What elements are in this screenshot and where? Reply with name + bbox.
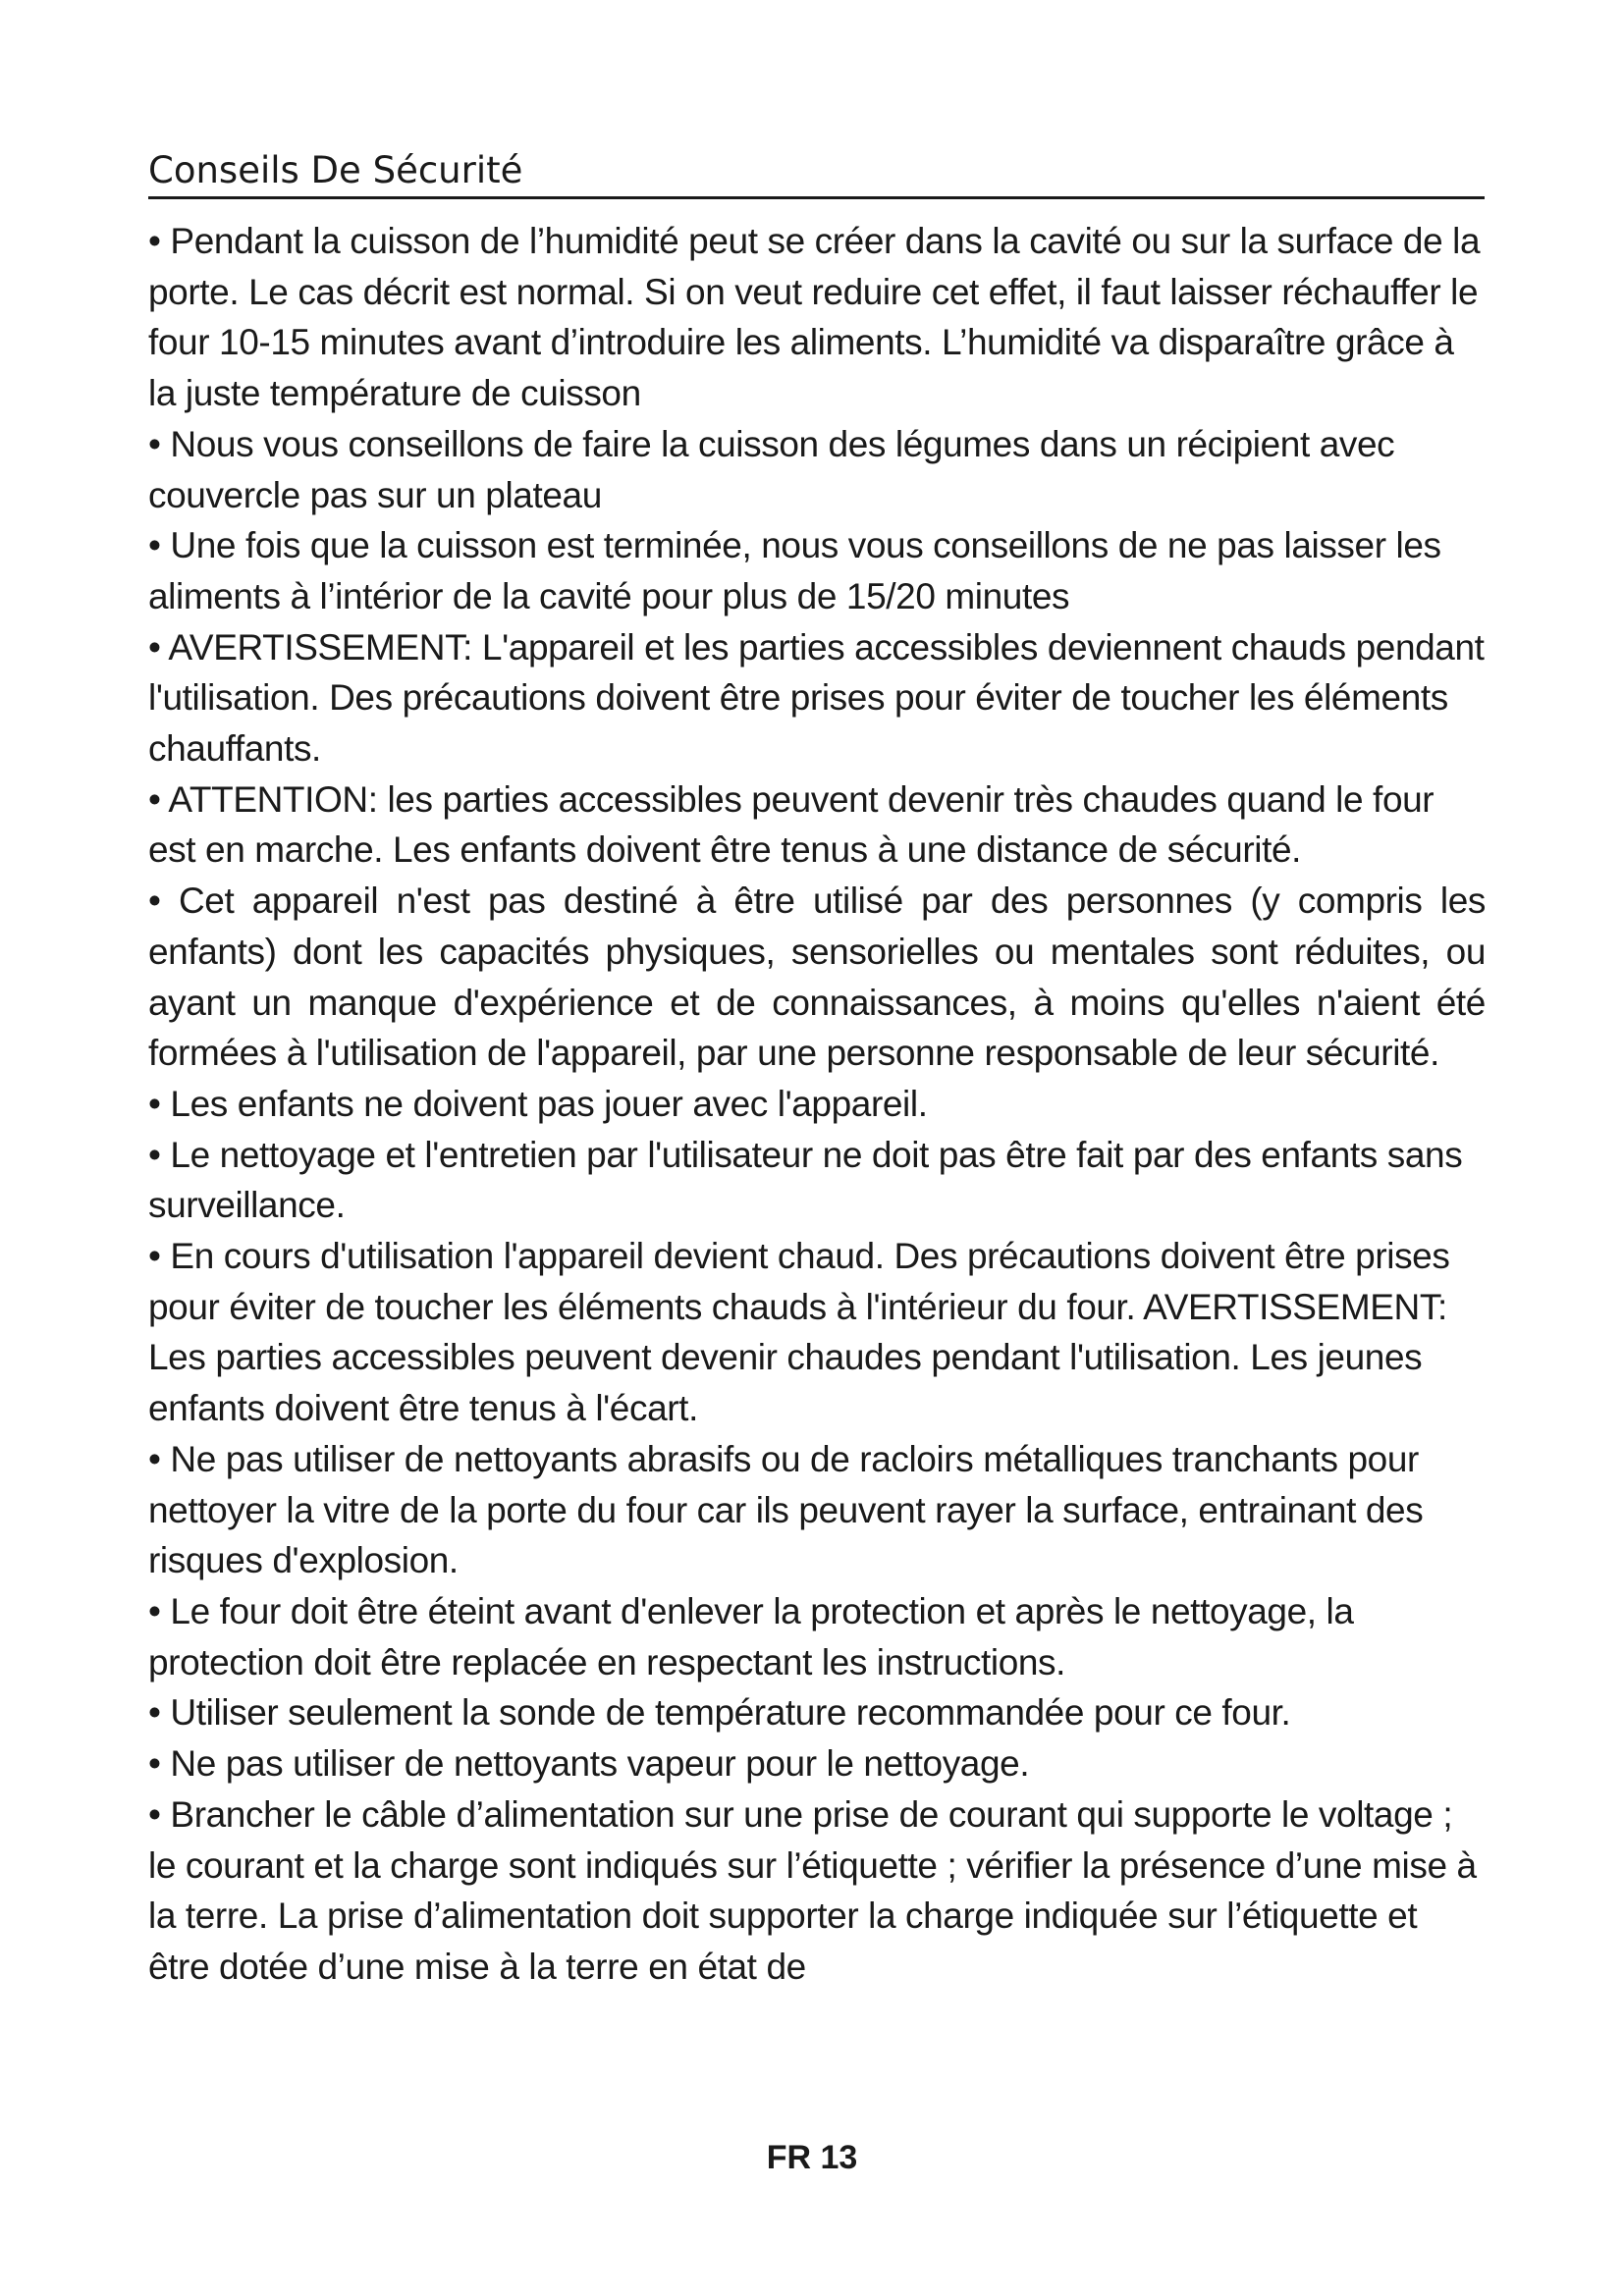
safety-paragraph: • Ne pas utiliser de nettoyants vapeur pour le nettoyage.	[148, 1743, 1030, 1785]
safety-paragraph: • En cours d'utilisation l'appareil devient chaud. Des précautions doivent être prises pour éviter de toucher les éléments chauds à l'intérieur du four. AVERTISSEMENT: Les parties accessibles peuvent devenir chaudes pendant l'utilisation. Les jeunes enfants doivent être tenus à l'écart.	[148, 1236, 1450, 1429]
safety-paragraph: • Les enfants ne doivent pas jouer avec l'appareil.	[148, 1083, 928, 1124]
safety-paragraph: • ATTENTION: les parties accessibles peuvent devenir très chaudes quand le four est en marche. Les enfants doivent être tenus à une distance de sécurité.	[148, 778, 1435, 871]
section-title: Conseils De Sécurité	[148, 149, 523, 191]
safety-paragraph: • Une fois que la cuisson est terminée, nous vous conseillons de ne pas laisser les aliments à l’intérior de la cavité pour plus de 15/20 minutes	[148, 525, 1441, 616]
safety-paragraph: • Brancher le câble d’alimentation sur une prise de courant qui supporte le voltage ; le courant et la charge sont indiqués sur l’étiquette ; vérifier la présence d’une mise à la terre. La prise d’alimentation doit supporter la charge indiquée sur l’étiquette et être dotée d’une mise à la terre en état de	[148, 1793, 1477, 1987]
safety-paragraph: • Utiliser seulement la sonde de température recommandée pour ce four.	[148, 1692, 1291, 1734]
safety-paragraph: • AVERTISSEMENT: L'appareil et les parties accessibles deviennent chauds pendant l'utilisation. Des précautions doivent être prises pour éviter de toucher les éléments chauffants.	[148, 626, 1485, 770]
safety-content	[148, 216, 1486, 1993]
safety-paragraph: • Ne pas utiliser de nettoyants abrasifs ou de racloirs métalliques tranchants pour nettoyer la vitre de la porte du four car ils peuvent rayer la surface, entrainant des risques d'explosion.	[148, 1438, 1424, 1581]
safety-paragraph: • Cet appareil n'est pas destiné à être utilisé par des personnes (y compris les enfants) dont les capacités physiques, sensorielles ou mentales sont réduites, ou ayant un manque d'expérience et de connaissances, à moins qu'elles n'aient été formées à l'utilisation de l'appareil, par une personne responsable de leur sécurité.	[148, 881, 1486, 1074]
title-underline	[148, 196, 1485, 199]
safety-paragraph: • Pendant la cuisson de l’humidité peut se créer dans la cavité ou sur la surface de la porte. Le cas décrit est normal. Si on veut reduire cet effet, il faut laisser réchauffer le four 10-15 minutes avant d’introduire les aliments. L’humidité va disparaître grâce à la juste température de cuisson	[148, 221, 1481, 414]
safety-paragraph: • Le nettoyage et l'entretien par l'utilisateur ne doit pas être fait par des enfants sans surveillance.	[148, 1134, 1463, 1226]
page-number: FR 13	[766, 2139, 858, 2176]
safety-paragraph: • Le four doit être éteint avant d'enlever la protection et après le nettoyage, la protection doit être replacée en respectant les instructions.	[148, 1590, 1354, 1682]
safety-paragraph: • Nous vous conseillons de faire la cuisson des légumes dans un récipient avec couvercle pas sur un plateau	[148, 423, 1395, 515]
